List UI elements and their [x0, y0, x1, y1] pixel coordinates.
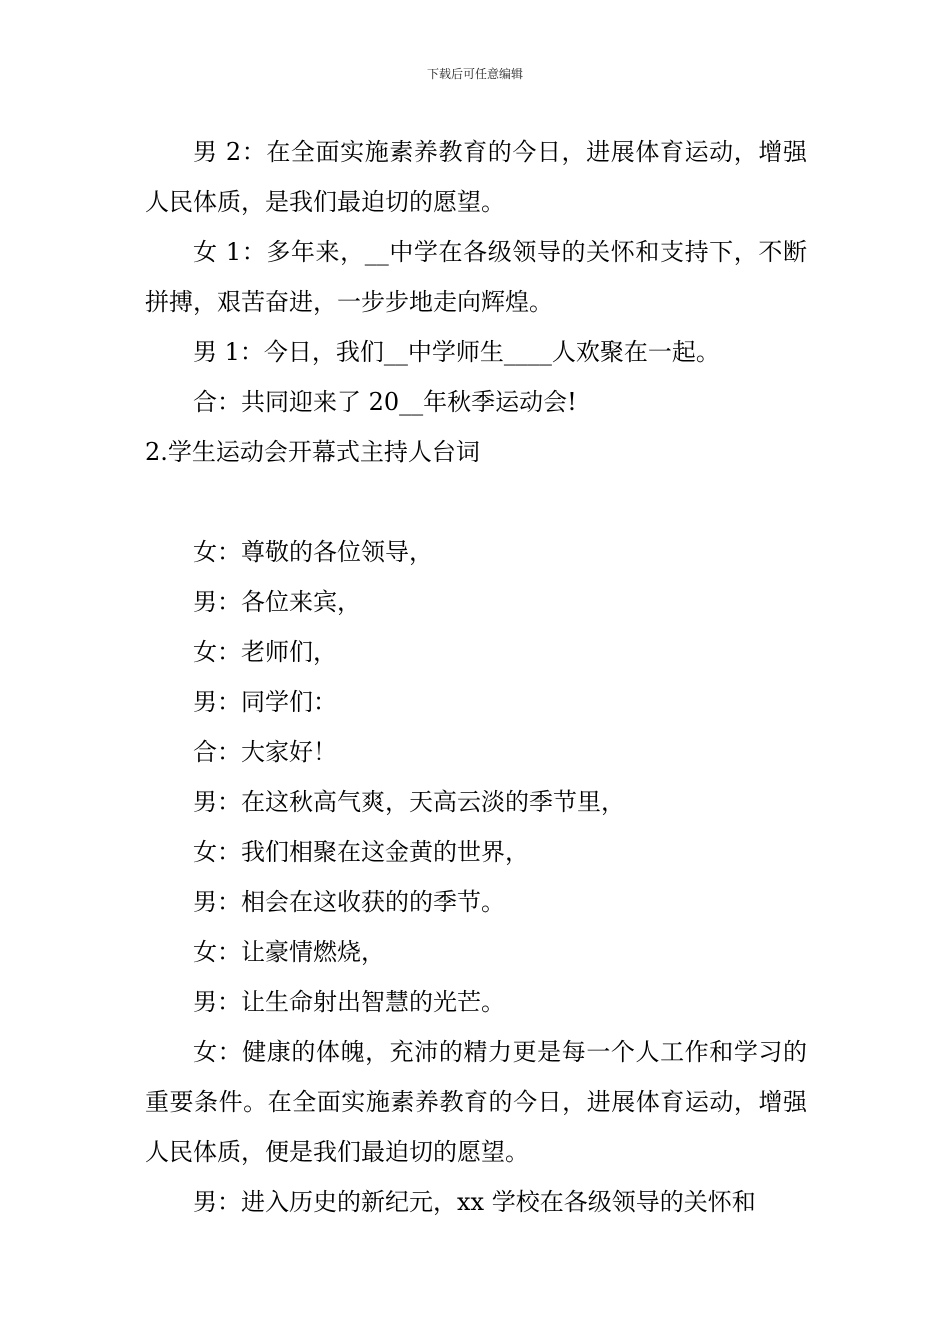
- paragraph: 男 2：在全面实施素养教育的今日，进展体育运动，增强人民体质，是我们最迫切的愿望。: [145, 138, 807, 216]
- document-body: [145, 127, 807, 1227]
- paragraph: 男：在这秋高气爽，天高云淡的季节里，: [193, 788, 625, 816]
- paragraph: 女：让豪情燃烧，: [193, 938, 385, 966]
- paragraph: 男：进入历史的新纪元，xx 学校在各级领导的关怀和: [193, 1188, 756, 1216]
- paragraph: 男 1：今日，我们__中学师生____人欢聚在一起。: [193, 338, 720, 366]
- page-header: 下载后可任意编辑: [426, 67, 523, 81]
- paragraph: 男：同学们：: [193, 688, 337, 716]
- paragraph: 男：让生命射出智慧的光芒。: [193, 988, 505, 1016]
- paragraph: 女：老师们，: [193, 638, 337, 666]
- paragraph: 合：大家好！: [193, 738, 337, 766]
- paragraph: 男：各位来宾，: [193, 588, 361, 616]
- paragraph: 男：相会在这收获的的季节。: [193, 888, 505, 916]
- paragraph: 女：健康的体魄，充沛的精力更是每一个人工作和学习的重要条件。在全面实施素养教育的今日，进展体育运动，增强人民体质，便是我们最迫切的愿望。: [145, 1038, 807, 1166]
- paragraph: 女 1：多年来，__中学在各级领导的关怀和支持下，不断拼搏，艰苦奋进，一步步地走向辉煌。: [145, 238, 807, 316]
- paragraph: 合：共同迎来了 20__年秋季运动会!: [193, 388, 577, 416]
- section-heading: 2.学生运动会开幕式主持人台词: [145, 438, 480, 466]
- blank-line: [145, 477, 807, 527]
- paragraph: 女：尊敬的各位领导，: [193, 538, 433, 566]
- paragraph: 女：我们相聚在这金黄的世界，: [193, 838, 529, 866]
